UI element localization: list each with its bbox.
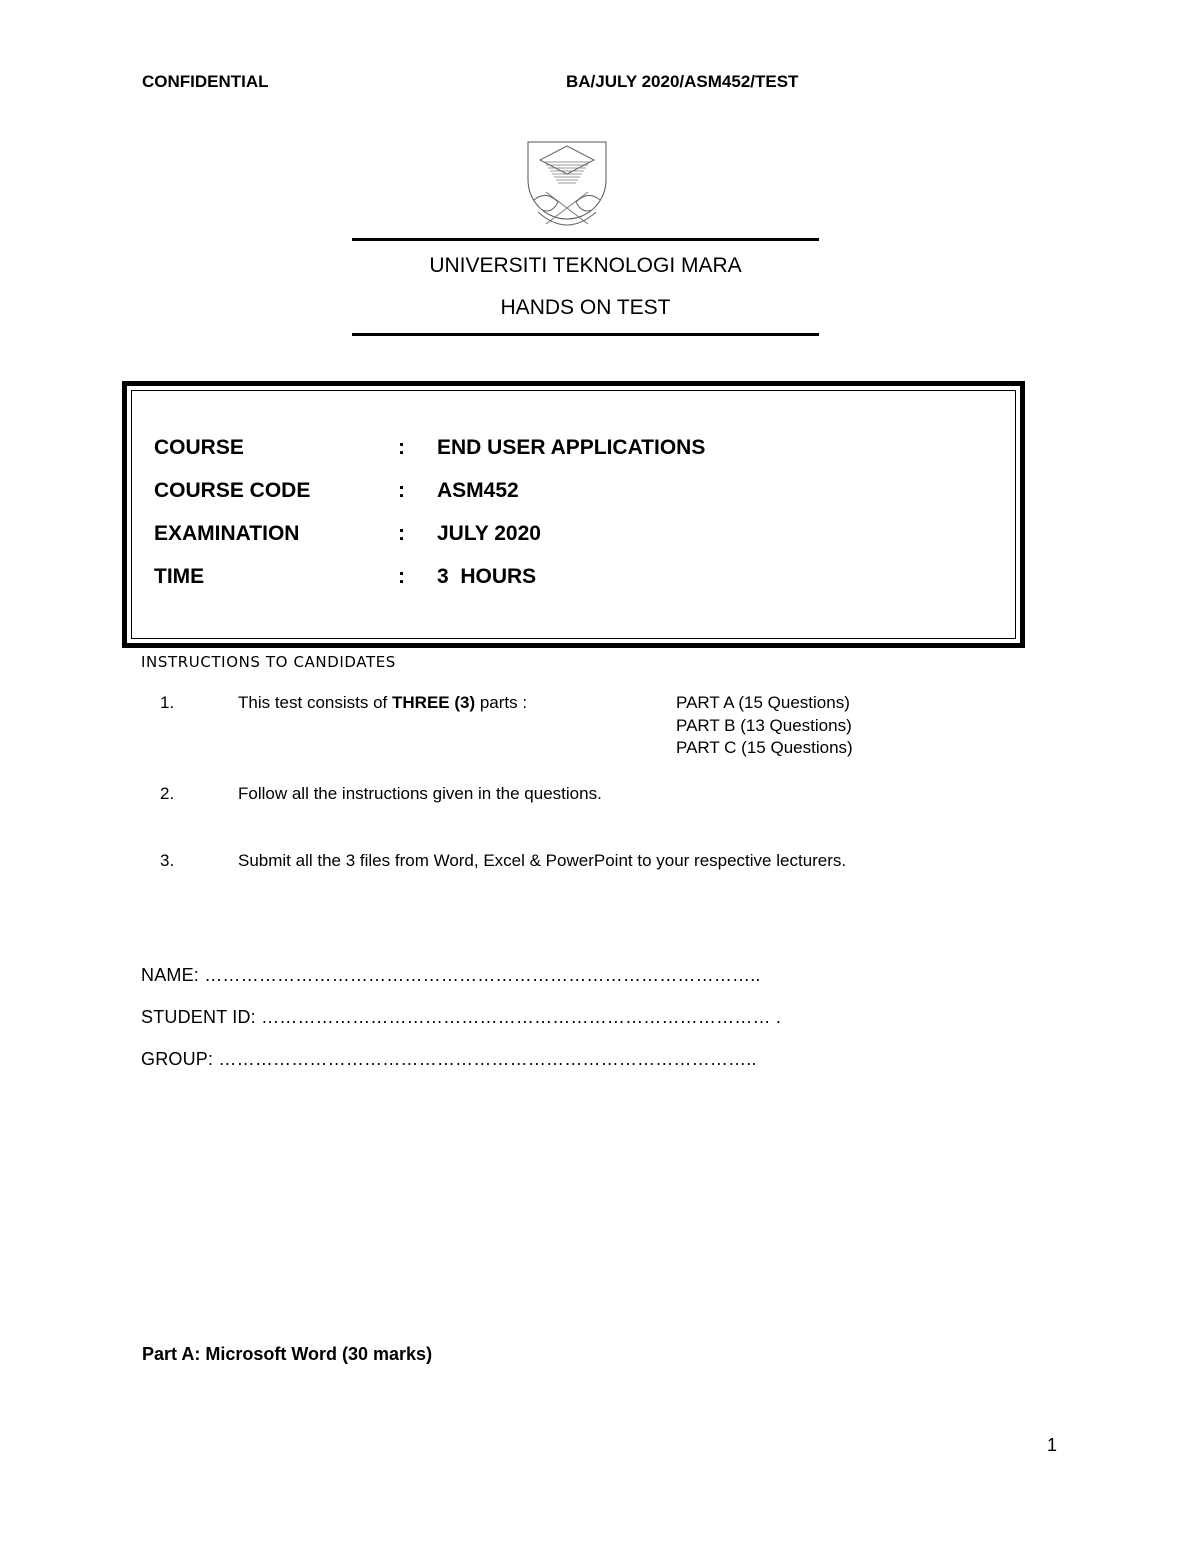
instruction-text: Submit all the 3 files from Word, Excel & PowerPoint to your respective lecturers. xyxy=(238,851,847,870)
parts-list xyxy=(676,692,853,760)
part-a-item: PART A (15 Questions) xyxy=(676,693,850,712)
university-crest-icon xyxy=(524,140,610,238)
title-rule-top xyxy=(352,238,819,241)
time-label: TIME xyxy=(154,565,205,588)
part-b-item: PART B (13 Questions) xyxy=(676,715,852,735)
header-confidential: CONFIDENTIAL xyxy=(142,72,269,91)
title-rule-bottom xyxy=(352,333,819,336)
instructions-title: INSTRUCTIONS TO CANDIDATES xyxy=(141,653,396,671)
name-field[interactable]: NAME: ……………………………………………………………………………….. xyxy=(141,965,761,985)
examination-colon: : xyxy=(398,522,405,545)
part-c-item: PART C (15 Questions) xyxy=(676,738,853,757)
examination-value: JULY 2020 xyxy=(437,522,541,545)
student-id-field[interactable]: STUDENT ID: ………………………………………………………………………… . xyxy=(141,1007,782,1027)
course-colon: : xyxy=(398,436,405,459)
course-code-label: COURSE CODE xyxy=(154,479,311,502)
page-number: 1 xyxy=(1047,1435,1058,1455)
instruction-text: This test consists of THREE (3) parts : xyxy=(238,693,528,712)
test-title: HANDS ON TEST xyxy=(500,296,671,319)
header-exam-code: BA/JULY 2020/ASM452/TEST xyxy=(566,72,799,91)
instruction-number: 2. xyxy=(160,784,175,803)
examination-label: EXAMINATION xyxy=(154,522,300,545)
university-name: UNIVERSITI TEKNOLOGI MARA xyxy=(429,254,742,277)
group-field[interactable]: GROUP: …………………………………………………………………………….. xyxy=(141,1049,757,1069)
instruction-number: 3. xyxy=(160,851,175,870)
part-a-heading: Part A: Microsoft Word (30 marks) xyxy=(142,1344,433,1364)
instruction-number: 1. xyxy=(160,693,175,712)
course-label: COURSE xyxy=(154,436,244,459)
instruction-text: Follow all the instructions given in the questions. xyxy=(238,784,602,803)
course-value: END USER APPLICATIONS xyxy=(437,436,706,459)
time-value: 3 HOURS xyxy=(437,565,537,588)
course-info-box xyxy=(122,381,1025,648)
time-colon: : xyxy=(398,565,405,588)
course-code-value: ASM452 xyxy=(437,479,519,502)
course-code-colon: : xyxy=(398,479,405,502)
